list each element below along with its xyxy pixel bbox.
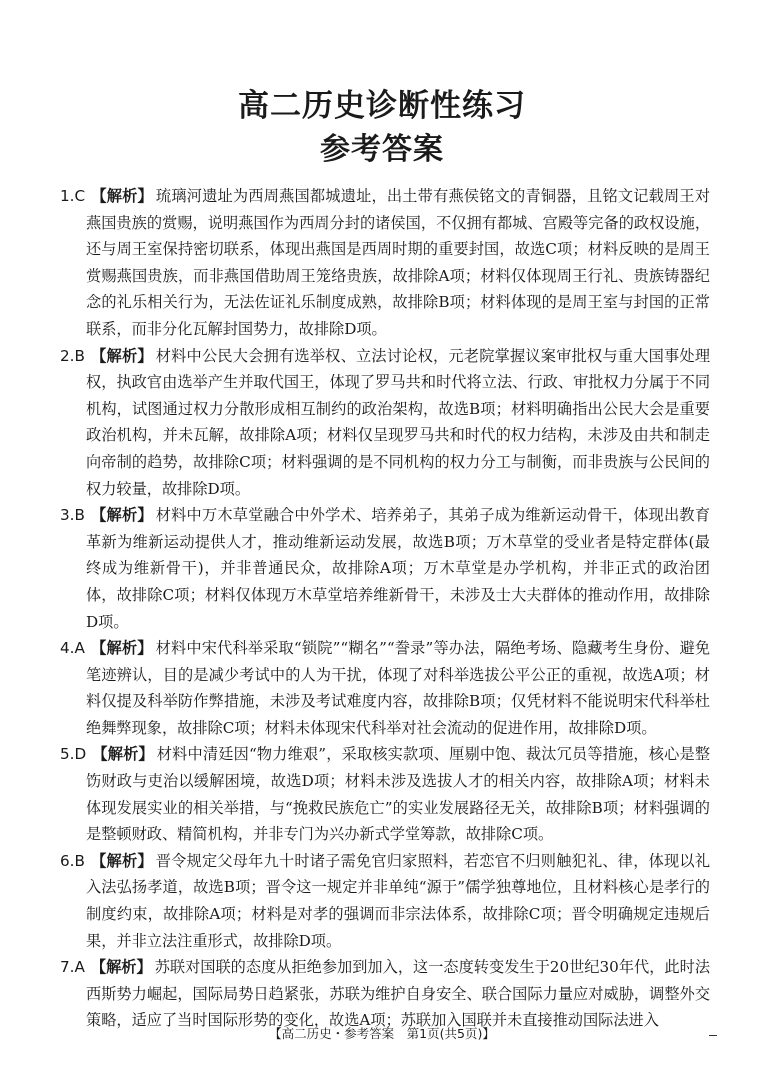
corner-mark <box>709 1035 717 1036</box>
answer-item <box>60 848 710 954</box>
analysis-tag: 【解析】 <box>92 745 154 764</box>
document-subtitle: 参考答案 <box>320 132 444 167</box>
answer-item <box>60 343 710 503</box>
answer-list <box>60 183 710 1034</box>
answer-item <box>60 741 710 847</box>
answer-item <box>60 635 710 741</box>
answer-text: 琉璃河遗址为西周燕国都城遗址，出土带有燕侯铭文的青铜器，且铭文记载周王对燕国贵族的赏赐，说明燕国作为西周分封的诸侯国，不仅拥有都城、宫殿等完备的政权设施，还与周王室保持密切联系，体现出燕国是西周时期的重要封国，故选C项；材料反映的是周王赏赐燕国贵族，而非燕国借助周王笼络贵族，故排除A项；材料仅体现周王行礼、贵族铸器纪念的礼乐相关行为，无法佐证礼乐制度成熟，故排除B项；材料体现的是周王室与封国的正常联系，而非分化瓦解封国势力，故排除D项。 <box>86 187 711 338</box>
answer-text: 材料中清廷因“物力维艰”，采取核实款项、厘剔中饱、裁汰冗员等措施，核心是整饬财政与吏治以缓解困境，故选D项；材料未涉及选拔人才的相关内容，故排除A项；材料未体现发展实业的相关举措，与“挽救民族危亡”的实业发展路径无关，故排除B项；材料强调的是整顿财政、精简机构，并非专门为兴办新式学堂筹款，故排除C项。 <box>86 745 711 844</box>
answer-item <box>60 502 710 635</box>
answer-number: 4.A <box>60 639 85 658</box>
answer-text: 苏联对国联的态度从拒绝参加到加入，这一态度转变发生于20世纪30年代，此时法西斯势力崛起，国际局势日趋紧张，苏联为维护自身安全、联合国际力量应对威胁，调整外交策略，适应了当时国际形势的变化，故选A项；苏联加入国联并未直接推动国际法进入 <box>86 958 711 1030</box>
analysis-tag: 【解析】 <box>91 187 153 205</box>
answer-item <box>60 183 710 343</box>
analysis-tag: 【解析】 <box>90 506 153 525</box>
answer-number: 5.D <box>60 745 87 764</box>
analysis-tag: 【解析】 <box>90 851 153 870</box>
analysis-tag: 【解析】 <box>90 958 152 977</box>
analysis-tag: 【解析】 <box>90 346 153 365</box>
answer-item <box>60 954 710 1034</box>
answer-number: 7.A <box>60 958 85 977</box>
answer-text: 材料中宋代科举采取“锁院”“糊名”“誊录”等办法，隔绝考场、隐藏考生身份、避免笔迹辨认，目的是减少考试中的人为干扰，体现了对科举选拔公平公正的重视，故选A项；材料仅提及科举防作弊措施，未涉及考试难度内容，故排除B项；仅凭材料不能说明宋代科举杜绝舞弊现象，故排除C项；材料未体现宋代科举对社会流动的促进作用，故排除D项。 <box>86 639 711 737</box>
answer-number: 1.C <box>60 187 86 205</box>
document-title: 高二历史诊断性练习 <box>238 88 526 124</box>
answer-number: 6.B <box>60 851 85 870</box>
answer-number: 2.B <box>60 346 85 365</box>
answer-number: 3.B <box>60 506 85 525</box>
answer-text: 材料中万木草堂融合中外学术、培养弟子，其弟子成为维新运动骨干，体现出教育革新为维新运动提供人才，推动维新运动发展，故选B项；万木草堂的受业者是特定群体(最终成为维新骨干)，并非普通民众，故排除A项；万木草堂是办学机构，并非正式的政治团体，故排除C项；材料仅体现万木草堂培养维新骨干，未涉及士大夫群体的推动作用，故排除D项。 <box>86 506 711 631</box>
analysis-tag: 【解析】 <box>90 639 153 658</box>
page-footer: 【高二历史・参考答案 第1页(共5页)】 <box>269 1026 495 1041</box>
answer-text: 晋令规定父母年九十时诸子需免官归家照料，若恋官不归则触犯礼、律，体现以礼入法弘扬孝道，故选B项；晋令这一规定并非单纯“源于”儒学独尊地位，且材料核心是孝行的制度约束，故排除A项；材料是对孝的强调而非宗法体系，故排除C项；晋令明确规定违规后果，并非立法注重形式，故排除D项。 <box>86 851 711 950</box>
answer-text: 材料中公民大会拥有选举权、立法讨论权，元老院掌握议案审批权与重大国事处理权，执政官由选举产生并取代国王，体现了罗马共和时代将立法、行政、审批权力分属于不同机构，试图通过权力分散形成相互制约的政治架构，故选B项；材料明确指出公民大会是重要政治机构，并未瓦解，故排除A项；材料仅呈现罗马共和时代的权力结构，未涉及由共和制走向帝制的趋势，故排除C项；材料强调的是不同机构的权力分工与制衡，而非贵族与公民间的权力较量，故排除D项。 <box>86 346 711 498</box>
